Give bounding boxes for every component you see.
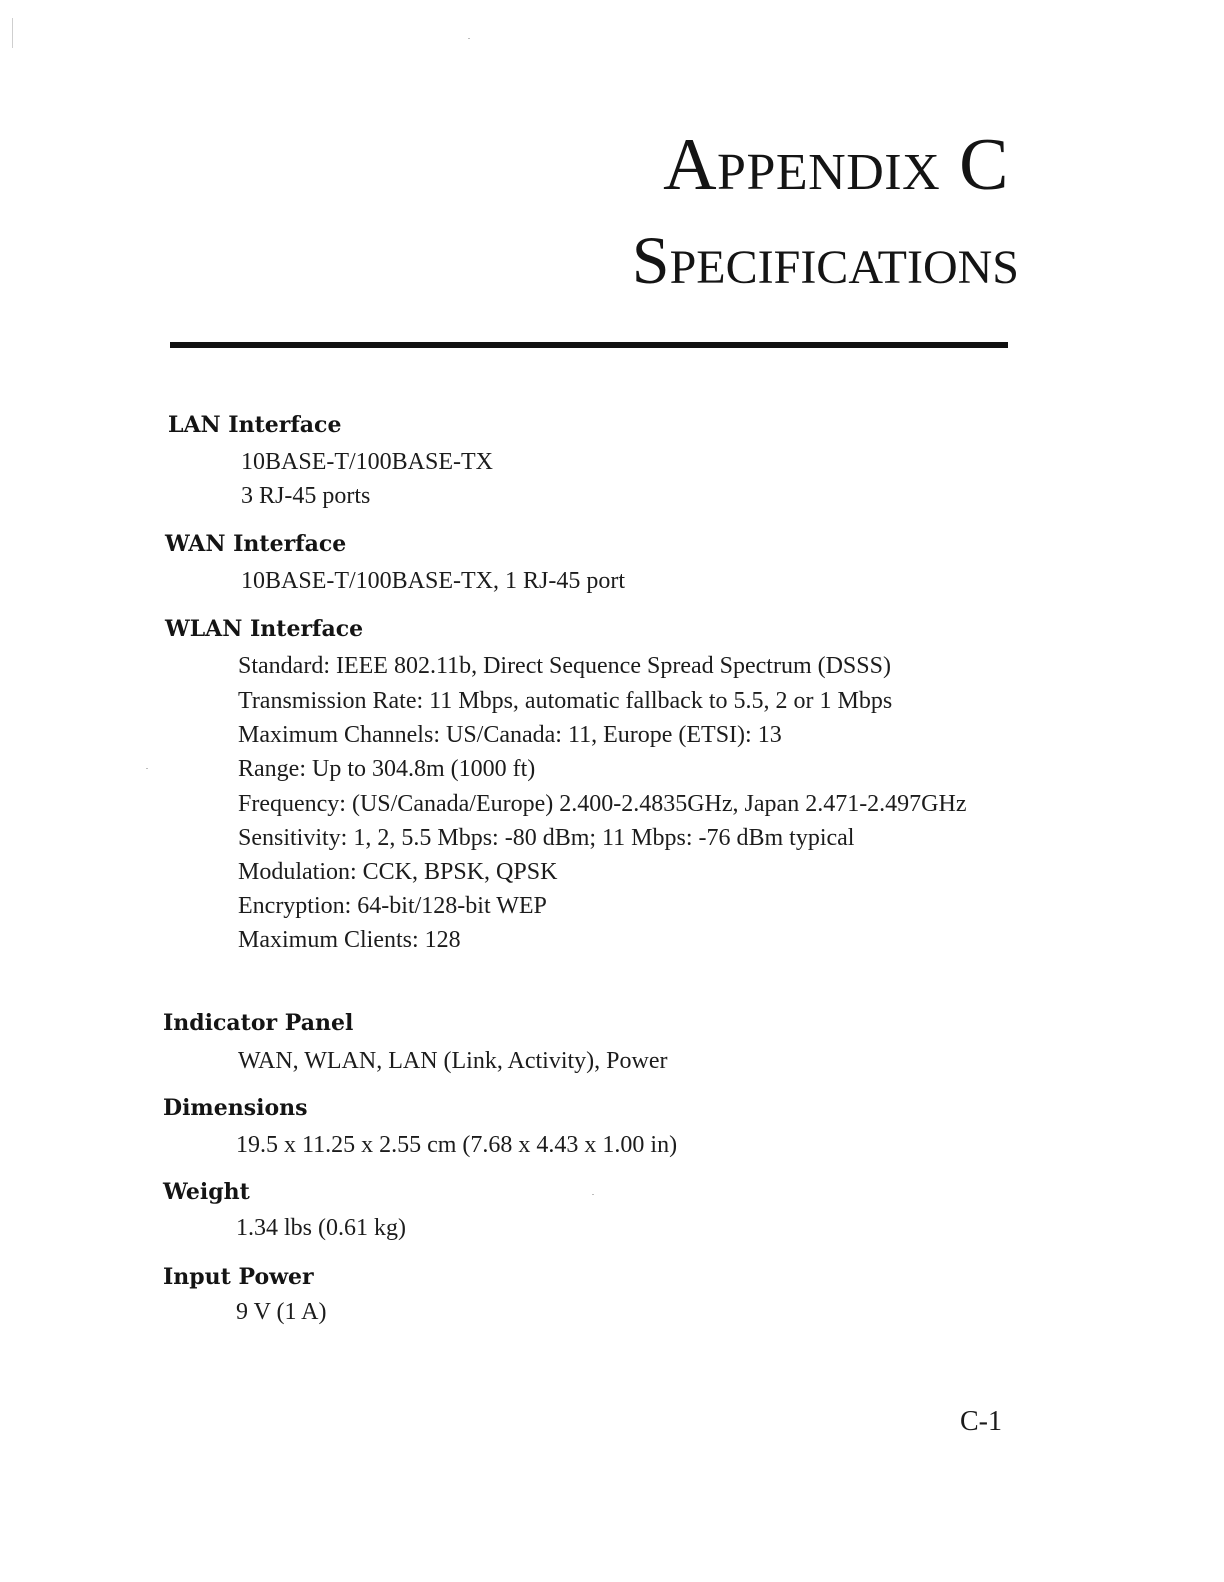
page-number: C-1 [960,1406,1002,1437]
spec-line: Range: Up to 304.8m (1000 ft) [238,756,536,782]
section-title-wan: WAN Interface [165,531,347,557]
scan-edge-mark [12,18,13,48]
spec-line: Standard: IEEE 802.11b, Direct Sequence Spread Spectrum (DSSS) [238,653,891,679]
spec-line: Sensitivity: 1, 2, 5.5 Mbps: -80 dBm; 11 Mbps: -76 dBm typical [238,825,855,851]
spec-line: 10BASE-T/100BASE-TX [241,449,493,475]
spec-line: Transmission Rate: 11 Mbps, automatic fallback to 5.5, 2 or 1 Mbps [238,688,893,714]
spec-line: Maximum Channels: US/Canada: 11, Europe (ETSI): 13 [238,722,782,748]
spec-line: Frequency: (US/Canada/Europe) 2.400-2.4835GHz, Japan 2.471-2.497GHz [238,791,967,817]
spec-line: WAN, WLAN, LAN (Link, Activity), Power [238,1048,668,1074]
scan-speck [468,38,470,39]
spec-line: 19.5 x 11.25 x 2.55 cm (7.68 x 4.43 x 1.00 in) [236,1132,678,1158]
spec-line: 10BASE-T/100BASE-TX, 1 RJ-45 port [241,568,625,594]
section-title-indicator: Indicator Panel [163,1010,354,1036]
section-title-dimensions: Dimensions [163,1095,308,1121]
spec-line: Modulation: CCK, BPSK, QPSK [238,859,558,885]
title-rule [170,342,1008,348]
spec-line: Encryption: 64-bit/128-bit WEP [238,893,547,919]
section-title-weight: Weight [163,1179,250,1205]
section-title-input-power: Input Power [163,1264,314,1290]
scan-speck [592,1194,594,1195]
section-title-lan: LAN Interface [168,412,342,438]
spec-line: 3 RJ-45 ports [241,483,371,509]
spec-line: 9 V (1 A) [236,1299,327,1325]
section-title-wlan: WLAN Interface [165,616,364,642]
scan-speck [146,768,148,769]
appendix-title: Appendix C [663,124,1009,206]
spec-line: 1.34 lbs (0.61 kg) [236,1215,406,1241]
spec-line: Maximum Clients: 128 [238,927,461,953]
appendix-subtitle: Specifications [631,222,1019,298]
